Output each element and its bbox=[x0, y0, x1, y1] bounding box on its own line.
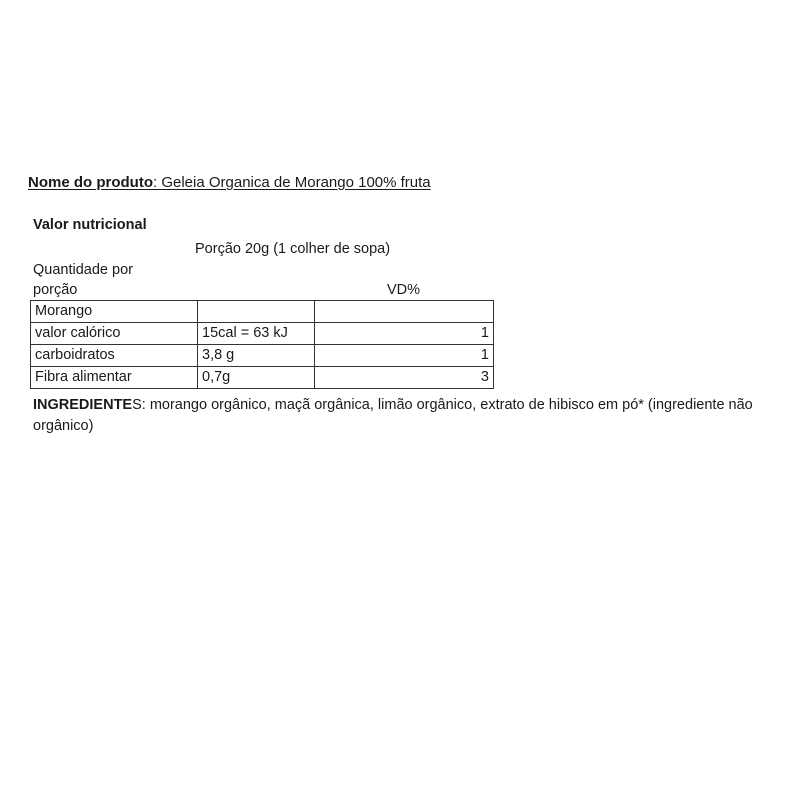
nutrient-name: Morango bbox=[31, 301, 198, 323]
table-row bbox=[31, 345, 494, 367]
nutrition-table bbox=[30, 300, 494, 389]
nutrient-amount: 3,8 g bbox=[198, 345, 315, 367]
table-row bbox=[31, 323, 494, 345]
nutrient-name: carboidratos bbox=[31, 345, 198, 367]
nutrient-amount: 15cal = 63 kJ bbox=[198, 323, 315, 345]
nutrient-vd bbox=[315, 301, 494, 323]
product-name-value: Geleia Organica de Morango 100% fruta bbox=[161, 174, 431, 191]
product-name-line bbox=[28, 174, 431, 191]
quantity-label-line1: Quantidade por bbox=[33, 262, 133, 278]
ingredients-paragraph bbox=[33, 395, 785, 437]
ingredients-text: : morango orgânico, maçã orgânica, limão orgânico, extrato de hibisco em pó* (ingrediente não orgânico) bbox=[33, 397, 753, 434]
ingredients-label-suffix: S bbox=[132, 397, 142, 413]
nutrient-amount bbox=[198, 301, 315, 323]
nutrient-vd: 1 bbox=[315, 323, 494, 345]
quantity-label-line2: porção bbox=[33, 282, 78, 298]
nutrition-title: Valor nutricional bbox=[33, 217, 147, 233]
product-name-label: Nome do produto bbox=[28, 174, 153, 191]
nutrient-amount: 0,7g bbox=[198, 367, 315, 389]
table-row bbox=[31, 301, 494, 323]
nutrient-name: valor calórico bbox=[31, 323, 198, 345]
nutrient-name: Fibra alimentar bbox=[31, 367, 198, 389]
vd-header: VD% bbox=[387, 282, 421, 298]
ingredients-label: INGREDIENTE bbox=[33, 397, 133, 413]
table-row bbox=[31, 367, 494, 389]
nutrient-vd: 3 bbox=[315, 367, 494, 389]
product-name-separator: : bbox=[152, 174, 162, 191]
portion-size: Porção 20g (1 colher de sopa) bbox=[195, 241, 391, 257]
nutrient-vd: 1 bbox=[315, 345, 494, 367]
